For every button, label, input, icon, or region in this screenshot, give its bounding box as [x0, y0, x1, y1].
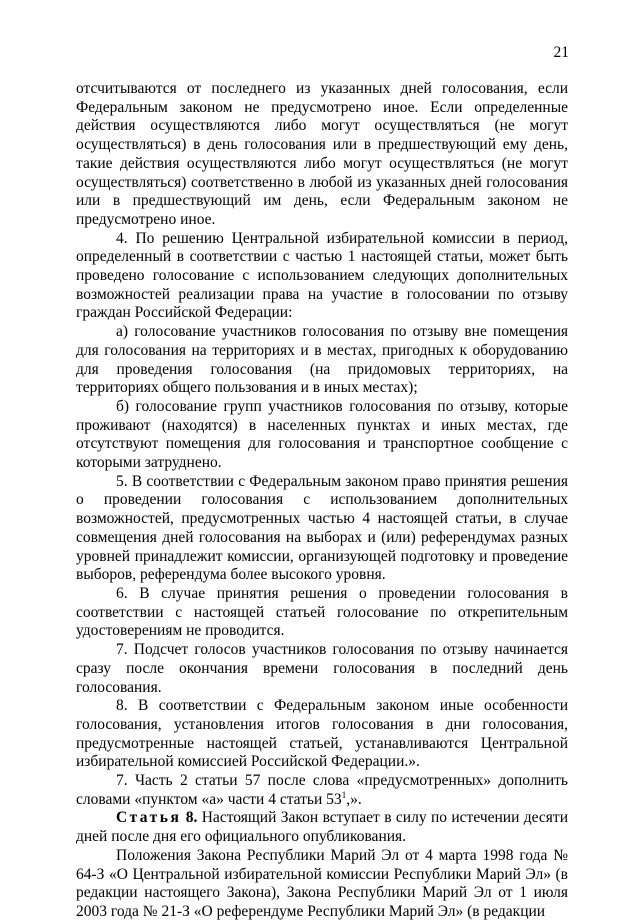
paragraph-part-5: 5. В соответствии с Федеральным законом право принятия решения о проведении голосования с использованием дополнительных возможностей, предусмотренных частью 4 настоящей статьи, в случае совмещения дней голосования на выборах и (или) референдумах разных уровней принадлежит комиссии, организующей подготовку и проведение выборов, референдума более высокого уровня.	[76, 472, 568, 584]
paragraph-part-7: 7. Подсчет голосов участников голосования по отзыву начинается сразу после окончания времени голосования в последний день голосования.	[76, 641, 568, 696]
item-7-tail: ,».	[346, 790, 362, 808]
article-8-number: 8.	[185, 809, 198, 827]
page-number: 21	[553, 44, 569, 61]
item-7-text: 7. Часть 2 статьи 57 после слова «предусмотренных» дополнить словами «пунктом «а» части 4 статьи 53	[76, 772, 568, 808]
paragraph-part-4-b: б) голосование групп участников голосования по отзыву, которые проживают (находятся) в населенных пунктах и иных местах, где отсутствуют помещения для голосования и транспортное сообщение с которыми затруднено.	[76, 397, 568, 472]
article-8-label: Статья	[116, 809, 182, 827]
paragraph-part-4: 4. По решению Центральной избирательной комиссии в период, определенный в соответствии с частью 1 настоящей статьи, может быть проведено голосование с использованием следующих дополнительных возможностей реализации права на участие в голосовании по отзыву граждан Российской Федерации:	[76, 229, 568, 322]
paragraph-part-4-a: а) голосование участников голосования по отзыву вне помещения для голосования на территориях и в местах, пригодных к оборудованию для проведения голосования (на придомовых территориях, на территориях общего пользования и в иных местах);	[76, 323, 568, 397]
article-8	[76, 809, 568, 846]
paragraph-final: Положения Закона Республики Марий Эл от 4 марта 1998 года № 64-З «О Центральной избирательной комиссии Республики Марий Эл» (в редакции настоящего Закона), Закона Республики Марий Эл от 1 июля 2003 года № 21-З «О референдуме Республики Марий Эл» (в редакции	[76, 846, 568, 920]
paragraph-continuation: отсчитываются от последнего из указанных дней голосования, если Федеральным законом не предусмотрено иное. Если определенные действия осуществляются либо могут осуществляться (не могут осуществляться) в день голосования или в предшествующий ему день, такие действия осуществляются либо могут осуществляться (не могут осуществляться) соответственно в любой из указанных дней голосования или в предшествующий им день, если Федеральным законом не предусмотрено иное.	[76, 80, 568, 228]
item-7-superscript: 1	[341, 789, 347, 800]
paragraph-part-8: 8. В соответствии с Федеральным законом иные особенности голосования, установления итогов голосования в дни голосования, предусмотренные настоящей статьей, устанавливаются Центральной избирательной комиссией Российской Федерации.».	[76, 697, 568, 771]
document-body	[76, 80, 568, 922]
paragraph-item-7	[76, 772, 568, 809]
article-8-text: Настоящий Закон вступает в силу по истечении десяти дней после дня его официального опубликования.	[76, 809, 569, 846]
paragraph-part-6: 6. В случае принятия решения о проведении голосования в соответствии с настоящей статьей голосование по открепительным удостоверениям не проводится.	[76, 584, 568, 640]
